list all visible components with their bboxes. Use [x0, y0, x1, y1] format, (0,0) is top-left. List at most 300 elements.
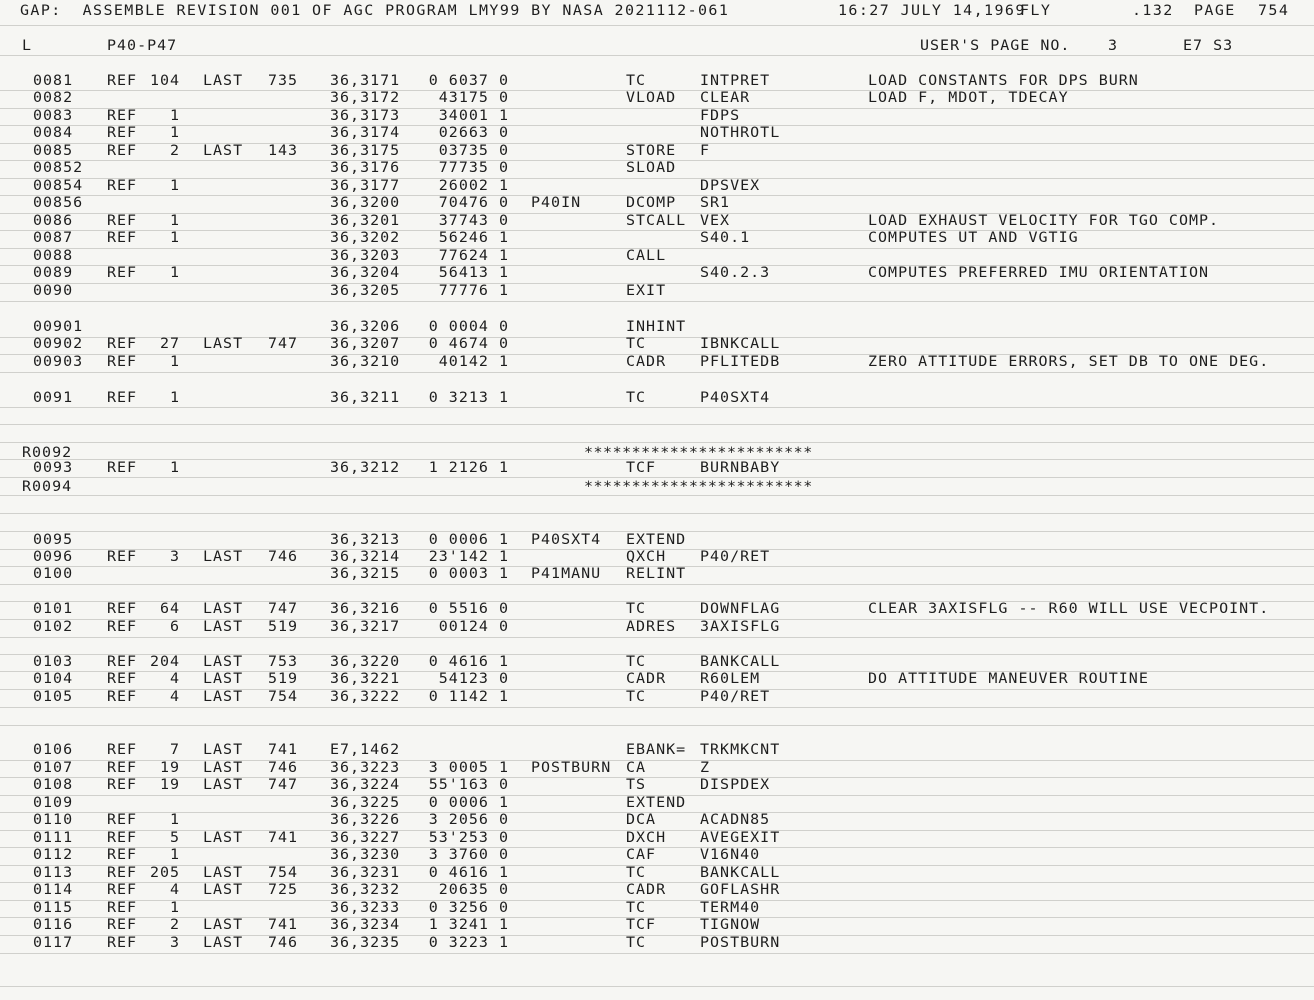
opcode: DCOMP [626, 194, 677, 211]
last-keyword: LAST [203, 829, 244, 846]
seq-number: 0089 [33, 264, 74, 281]
ref-keyword: REF [107, 212, 138, 229]
listing-row [0, 601, 1314, 618]
header-code: .132 [1132, 2, 1174, 19]
seq-number: 00902 [33, 335, 84, 352]
ref-keyword: REF [107, 916, 138, 933]
ref-keyword: REF [107, 759, 138, 776]
last-page: 519 [268, 618, 299, 635]
comment: ZERO ATTITUDE ERRORS, SET DB TO ONE DEG. [868, 353, 1270, 370]
header-mode: FLY [1020, 2, 1052, 19]
octal-word: 56246 1 [438, 229, 509, 246]
seq-number: 0091 [33, 389, 74, 406]
ref-keyword: REF [107, 459, 138, 476]
octal-word: 37743 0 [438, 212, 509, 229]
address: 36,3224 [330, 776, 401, 793]
seq-number: 0084 [33, 124, 74, 141]
operand: FDPS [700, 107, 741, 124]
opcode: VLOAD [626, 89, 677, 106]
seq-number: 0115 [33, 899, 74, 916]
users-page-number: 3 [1108, 37, 1119, 54]
listing-row [0, 812, 1314, 829]
last-keyword: LAST [203, 142, 244, 159]
ref-count: 1 [169, 846, 180, 863]
octal-word: 03735 0 [438, 142, 509, 159]
rule-line [0, 725, 1314, 726]
rule-line [0, 707, 1314, 708]
listing-row [0, 73, 1314, 90]
last-keyword: LAST [203, 881, 244, 898]
octal-word: 20635 0 [438, 881, 509, 898]
comment: COMPUTES UT AND VGTIG [868, 229, 1079, 246]
address: 36,3177 [330, 177, 401, 194]
octal-word: 0 0006 1 [428, 794, 509, 811]
operand: PFLITEDB [700, 353, 781, 370]
ref-keyword: REF [107, 335, 138, 352]
header-page-label: PAGE [1194, 2, 1236, 19]
listing-row [0, 777, 1314, 794]
address: 36,3174 [330, 124, 401, 141]
operand: P40SXT4 [700, 389, 771, 406]
ref-count: 1 [169, 264, 180, 281]
ref-keyword: REF [107, 107, 138, 124]
seq-number: 0103 [33, 653, 74, 670]
opcode: EXIT [626, 282, 667, 299]
listing-row [0, 230, 1314, 247]
address: 36,3227 [330, 829, 401, 846]
seq-number: 0104 [33, 670, 74, 687]
octal-word: 0 1142 1 [428, 688, 509, 705]
address: 36,3217 [330, 618, 401, 635]
octal-word: 26002 1 [438, 177, 509, 194]
opcode: DCA [626, 811, 657, 828]
opcode: CADR [626, 353, 667, 370]
ref-keyword: REF [107, 846, 138, 863]
ref-keyword: REF [107, 670, 138, 687]
comment: LOAD EXHAUST VELOCITY FOR TGO COMP. [868, 212, 1220, 229]
seq-number: 0101 [33, 600, 74, 617]
operand: TERM40 [700, 899, 761, 916]
octal-word: 3 3760 0 [428, 846, 509, 863]
seq-number: R0092 [22, 444, 73, 461]
opcode: CADR [626, 881, 667, 898]
rule-line [0, 55, 1314, 56]
label: P41MANU [531, 565, 602, 582]
opcode: RELINT [626, 565, 687, 582]
octal-word: 77776 1 [438, 282, 509, 299]
operand: V16N40 [700, 846, 761, 863]
opcode: TC [626, 934, 647, 951]
octal-word: 34001 1 [438, 107, 509, 124]
opcode: TC [626, 600, 647, 617]
listing-row [0, 935, 1314, 952]
octal-word: 77735 0 [438, 159, 509, 176]
ref-count: 6 [169, 618, 180, 635]
last-page: 735 [268, 72, 299, 89]
ref-keyword: REF [107, 142, 138, 159]
address: 36,3175 [330, 142, 401, 159]
operand: CLEAR [700, 89, 751, 106]
address: 36,3232 [330, 881, 401, 898]
ref-count: 1 [169, 177, 180, 194]
last-keyword: LAST [203, 759, 244, 776]
opcode: TS [626, 776, 647, 793]
opcode: TC [626, 864, 647, 881]
asterisk-banner: ************************ [584, 444, 813, 461]
operand: AVEGEXIT [700, 829, 781, 846]
operand: TRKMKCNT [700, 741, 781, 758]
seq-number: 0095 [33, 531, 74, 548]
ref-count: 5 [169, 829, 180, 846]
last-keyword: LAST [203, 653, 244, 670]
opcode: STORE [626, 142, 677, 159]
seq-number: 0085 [33, 142, 74, 159]
opcode: TC [626, 389, 647, 406]
opcode: QXCH [626, 548, 667, 565]
ref-count: 1 [169, 353, 180, 370]
address: 36,3220 [330, 653, 401, 670]
operand: DOWNFLAG [700, 600, 781, 617]
opcode: SLOAD [626, 159, 677, 176]
octal-word: 0 4616 1 [428, 653, 509, 670]
opcode: TC [626, 899, 647, 916]
opcode: TC [626, 653, 647, 670]
listing-row [0, 830, 1314, 847]
listing-row [0, 847, 1314, 864]
seq-number: 00903 [33, 353, 84, 370]
ref-keyword: REF [107, 881, 138, 898]
last-page: 741 [268, 916, 299, 933]
ref-keyword: REF [107, 72, 138, 89]
last-keyword: LAST [203, 916, 244, 933]
last-page: 746 [268, 759, 299, 776]
ref-count: 3 [169, 548, 180, 565]
operand: BANKCALL [700, 864, 781, 881]
operand: INTPRET [700, 72, 771, 89]
ref-count: 19 [159, 776, 180, 793]
address: 36,3226 [330, 811, 401, 828]
octal-word: 0 0006 1 [428, 531, 509, 548]
comment: COMPUTES PREFERRED IMU ORIENTATION [868, 264, 1210, 281]
operand: BANKCALL [700, 653, 781, 670]
ref-keyword: REF [107, 688, 138, 705]
operand: P40/RET [700, 688, 771, 705]
seq-number: 0100 [33, 565, 74, 582]
seq-number: 0096 [33, 548, 74, 565]
seq-number: 0086 [33, 212, 74, 229]
octal-word: 0 3213 1 [428, 389, 509, 406]
rule-line [0, 442, 1314, 443]
address: 36,3214 [330, 548, 401, 565]
listing-row [0, 195, 1314, 212]
last-keyword: LAST [203, 548, 244, 565]
ref-keyword: REF [107, 776, 138, 793]
ref-keyword: REF [107, 353, 138, 370]
rule-line [0, 25, 1314, 26]
rule-line [0, 953, 1314, 954]
remark-row [0, 445, 1314, 462]
seq-number: 0110 [33, 811, 74, 828]
ref-keyword: REF [107, 548, 138, 565]
listing-row [0, 532, 1314, 549]
octal-word: 1 2126 1 [428, 459, 509, 476]
opcode: CADR [626, 670, 667, 687]
ref-count: 1 [169, 124, 180, 141]
address: 36,3234 [330, 916, 401, 933]
ref-keyword: REF [107, 177, 138, 194]
operand: DPSVEX [700, 177, 761, 194]
operand: NOTHROTL [700, 124, 781, 141]
seq-number: 0116 [33, 916, 74, 933]
comment: DO ATTITUDE MANEUVER ROUTINE [868, 670, 1149, 687]
seq-number: 0113 [33, 864, 74, 881]
ref-count: 1 [169, 811, 180, 828]
rule-line [0, 637, 1314, 638]
listing-row [0, 213, 1314, 230]
listing-row [0, 619, 1314, 636]
ref-count: 1 [169, 459, 180, 476]
octal-word: 23'142 1 [428, 548, 509, 565]
listing-row [0, 671, 1314, 688]
seq-number: 0109 [33, 794, 74, 811]
listing-row [0, 178, 1314, 195]
octal-word: 0 4674 0 [428, 335, 509, 352]
operand: ACADN85 [700, 811, 771, 828]
address: 36,3213 [330, 531, 401, 548]
opcode: CA [626, 759, 647, 776]
listing-row [0, 760, 1314, 777]
opcode: TC [626, 72, 647, 89]
address: 36,3230 [330, 846, 401, 863]
ref-keyword: REF [107, 934, 138, 951]
last-page: 519 [268, 670, 299, 687]
address: 36,3204 [330, 264, 401, 281]
seq-number: 00854 [33, 177, 84, 194]
rule-line [0, 301, 1314, 302]
seq-number: 0102 [33, 618, 74, 635]
ref-keyword: REF [107, 389, 138, 406]
last-keyword: LAST [203, 72, 244, 89]
comment: CLEAR 3AXISFLG -- R60 WILL USE VECPOINT. [868, 600, 1270, 617]
bank-mark: E7 S3 [1183, 37, 1234, 54]
users-page-label: USER'S PAGE NO. [920, 37, 1071, 54]
opcode: DXCH [626, 829, 667, 846]
subheader-letter: L [22, 37, 33, 54]
octal-word: 1 3241 1 [428, 916, 509, 933]
remark-row [0, 479, 1314, 496]
last-page: 747 [268, 600, 299, 617]
opcode: INHINT [626, 318, 687, 335]
listing-row [0, 566, 1314, 583]
ref-count: 104 [150, 72, 181, 89]
ref-keyword: REF [107, 653, 138, 670]
listing-row [0, 689, 1314, 706]
seq-number: 0093 [33, 459, 74, 476]
address: 36,3233 [330, 899, 401, 916]
opcode: TCF [626, 459, 657, 476]
opcode: EXTEND [626, 531, 687, 548]
last-page: 754 [268, 688, 299, 705]
header-page-number: 754 [1258, 2, 1290, 19]
octal-word: 55'163 0 [428, 776, 509, 793]
last-page: 747 [268, 776, 299, 793]
last-page: 725 [268, 881, 299, 898]
ref-count: 4 [169, 670, 180, 687]
address: 36,3200 [330, 194, 401, 211]
octal-word: 0 3223 1 [428, 934, 509, 951]
octal-word: 43175 0 [438, 89, 509, 106]
ref-count: 27 [159, 335, 180, 352]
seq-number: 00901 [33, 318, 84, 335]
seq-number: 0107 [33, 759, 74, 776]
listing-row [0, 390, 1314, 407]
ref-count: 2 [169, 916, 180, 933]
last-keyword: LAST [203, 741, 244, 758]
listing-row [0, 354, 1314, 371]
seq-number: 0082 [33, 89, 74, 106]
last-page: 741 [268, 741, 299, 758]
address: 36,3222 [330, 688, 401, 705]
rule-line [0, 424, 1314, 425]
ref-count: 1 [169, 107, 180, 124]
seq-number: 0088 [33, 247, 74, 264]
last-keyword: LAST [203, 688, 244, 705]
octal-word: 0 0004 0 [428, 318, 509, 335]
seq-number: 0111 [33, 829, 74, 846]
operand: Z [700, 759, 711, 776]
ref-count: 205 [150, 864, 181, 881]
seq-number: 0106 [33, 741, 74, 758]
seq-number: 0105 [33, 688, 74, 705]
last-page: 746 [268, 548, 299, 565]
operand: IBNKCALL [700, 335, 781, 352]
listing-row [0, 108, 1314, 125]
last-page: 754 [268, 864, 299, 881]
address: 36,3172 [330, 89, 401, 106]
listing-row [0, 900, 1314, 917]
last-keyword: LAST [203, 618, 244, 635]
address: 36,3176 [330, 159, 401, 176]
rule-line [0, 513, 1314, 514]
label: POSTBURN [531, 759, 612, 776]
seq-number: 00856 [33, 194, 84, 211]
opcode: CALL [626, 247, 667, 264]
ref-keyword: REF [107, 264, 138, 281]
page-header [0, 3, 1314, 20]
ref-count: 1 [169, 229, 180, 246]
last-page: 753 [268, 653, 299, 670]
ref-keyword: REF [107, 229, 138, 246]
octal-word: 0 5516 0 [428, 600, 509, 617]
address: 36,3235 [330, 934, 401, 951]
last-keyword: LAST [203, 670, 244, 687]
operand: S40.2.3 [700, 264, 771, 281]
header-timestamp: 16:27 JULY 14,1969 [838, 2, 1026, 19]
operand: GOFLASHR [700, 881, 781, 898]
ref-count: 1 [169, 389, 180, 406]
listing-row [0, 319, 1314, 336]
seq-number: 0081 [33, 72, 74, 89]
octal-word: 3 0005 1 [428, 759, 509, 776]
ref-keyword: REF [107, 124, 138, 141]
address: 36,3201 [330, 212, 401, 229]
address: 36,3215 [330, 565, 401, 582]
last-keyword: LAST [203, 600, 244, 617]
ref-count: 1 [169, 899, 180, 916]
opcode: TC [626, 335, 647, 352]
address: 36,3212 [330, 459, 401, 476]
octal-word: 0 3256 0 [428, 899, 509, 916]
listing-row [0, 160, 1314, 177]
address: 36,3210 [330, 353, 401, 370]
listing-row [0, 654, 1314, 671]
seq-number: 0083 [33, 107, 74, 124]
seq-number: 0114 [33, 881, 74, 898]
octal-word: 00124 0 [438, 618, 509, 635]
octal-word: 56413 1 [438, 264, 509, 281]
last-page: 747 [268, 335, 299, 352]
last-keyword: LAST [203, 934, 244, 951]
seq-number: R0094 [22, 478, 73, 495]
octal-word: 53'253 0 [428, 829, 509, 846]
ref-count: 1 [169, 212, 180, 229]
ref-count: 3 [169, 934, 180, 951]
listing-row [0, 90, 1314, 107]
ref-keyword: REF [107, 741, 138, 758]
opcode: TC [626, 688, 647, 705]
address: 36,3216 [330, 600, 401, 617]
opcode: TCF [626, 916, 657, 933]
address: 36,3206 [330, 318, 401, 335]
address: 36,3231 [330, 864, 401, 881]
address: 36,3211 [330, 389, 401, 406]
address: 36,3225 [330, 794, 401, 811]
rule-line [0, 986, 1314, 987]
ref-keyword: REF [107, 618, 138, 635]
address: 36,3173 [330, 107, 401, 124]
octal-word: 70476 0 [438, 194, 509, 211]
label: P40SXT4 [531, 531, 602, 548]
operand: DISPDEX [700, 776, 771, 793]
opcode: EXTEND [626, 794, 687, 811]
operand: F [700, 142, 711, 159]
opcode: ADRES [626, 618, 677, 635]
operand: 3AXISFLG [700, 618, 781, 635]
seq-number: 0087 [33, 229, 74, 246]
comment: LOAD F, MDOT, TDECAY [868, 89, 1069, 106]
address: E7,1462 [330, 741, 401, 758]
ref-count: 2 [169, 142, 180, 159]
operand: P40/RET [700, 548, 771, 565]
label: P40IN [531, 194, 582, 211]
comment: LOAD CONSTANTS FOR DPS BURN [868, 72, 1139, 89]
operand: BURNBABY [700, 459, 781, 476]
listing-row [0, 336, 1314, 353]
seq-number: 0090 [33, 282, 74, 299]
operand: S40.1 [700, 229, 751, 246]
ref-count: 19 [159, 759, 180, 776]
ref-count: 7 [169, 741, 180, 758]
last-keyword: LAST [203, 335, 244, 352]
last-keyword: LAST [203, 776, 244, 793]
operand: VEX [700, 212, 731, 229]
listing-row [0, 125, 1314, 142]
seq-number: 00852 [33, 159, 84, 176]
listing-row [0, 865, 1314, 882]
listing-row [0, 265, 1314, 282]
listing-row [0, 882, 1314, 899]
ref-count: 64 [159, 600, 180, 617]
